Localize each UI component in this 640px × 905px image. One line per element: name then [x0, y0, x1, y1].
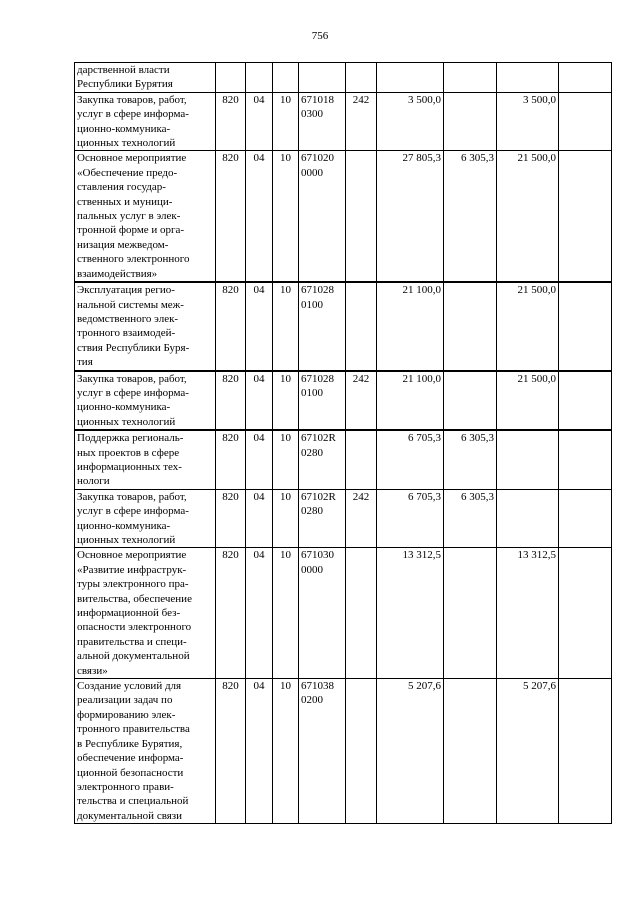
- cell-rz: 04: [246, 430, 273, 489]
- cell-vr: [346, 151, 377, 282]
- name-line: пальных услуг в элек-: [77, 210, 181, 223]
- name-line: документальной связи: [77, 809, 183, 822]
- cell-rz: 04: [246, 282, 273, 370]
- table-row: [75, 430, 612, 489]
- table-row: [75, 151, 612, 282]
- cell-total: 3 500,0: [377, 92, 444, 151]
- csr-line: 671020: [301, 152, 334, 165]
- cell-name: [75, 282, 216, 370]
- cell-csr: [299, 371, 346, 431]
- cell-vr: 242: [346, 489, 377, 548]
- name-line: информационных тех-: [77, 460, 182, 473]
- name-line: Закупка товаров, работ,: [77, 490, 187, 503]
- cell-name: [75, 548, 216, 679]
- name-line: ведомственного элек-: [77, 312, 179, 325]
- name-line: вительства, обеспечение: [77, 592, 192, 605]
- cell-pr: 10: [273, 489, 299, 548]
- csr-line: 0280: [301, 505, 323, 518]
- cell-name: [75, 92, 216, 151]
- cell-rep: 21 500,0: [497, 151, 559, 282]
- csr-line: 0000: [301, 166, 323, 179]
- cell-csr: [299, 430, 346, 489]
- cell-total: 21 100,0: [377, 371, 444, 431]
- cell-rep: 21 500,0: [497, 371, 559, 431]
- name-line: нальной системы меж-: [77, 298, 184, 311]
- csr-line: 671018: [301, 93, 334, 106]
- cell-rz: 04: [246, 92, 273, 151]
- cell-rep: [497, 489, 559, 548]
- budget-table: [74, 62, 612, 824]
- cell-rep: 5 207,6: [497, 679, 559, 824]
- cell-rz: [246, 63, 273, 93]
- csr-line: 671028: [301, 284, 334, 297]
- cell-rep: 13 312,5: [497, 548, 559, 679]
- cell-ved: 820: [216, 371, 246, 431]
- cell-empty: [559, 371, 612, 431]
- cell-csr: [299, 679, 346, 824]
- cell-name: [75, 679, 216, 824]
- cell-total: 21 100,0: [377, 282, 444, 370]
- cell-vr: [346, 679, 377, 824]
- name-line: Эксплуатация регио-: [77, 284, 175, 297]
- name-line: ственных и муници-: [77, 195, 173, 208]
- cell-vr: [346, 548, 377, 679]
- name-line: правительства и специ-: [77, 635, 187, 648]
- cell-pr: 10: [273, 430, 299, 489]
- name-line: в Республике Бурятия,: [77, 737, 183, 750]
- cell-ved: 820: [216, 430, 246, 489]
- csr-line: 0100: [301, 386, 323, 399]
- cell-empty: [559, 548, 612, 679]
- cell-rep: [497, 63, 559, 93]
- cell-empty: [559, 151, 612, 282]
- cell-pr: 10: [273, 92, 299, 151]
- name-line: тия: [77, 356, 93, 369]
- cell-pr: 10: [273, 679, 299, 824]
- cell-empty: [559, 489, 612, 548]
- cell-rep: 3 500,0: [497, 92, 559, 151]
- cell-name: [75, 430, 216, 489]
- table-body: [75, 63, 612, 824]
- csr-line: 0280: [301, 446, 323, 459]
- cell-total: 27 805,3: [377, 151, 444, 282]
- cell-fed: 6 305,3: [444, 489, 497, 548]
- cell-fed: [444, 63, 497, 93]
- cell-rz: 04: [246, 679, 273, 824]
- csr-line: 671028: [301, 372, 334, 385]
- name-line: ционной безопасности: [77, 766, 184, 779]
- name-line: ционных технологий: [77, 534, 176, 546]
- cell-pr: [273, 63, 299, 93]
- name-line: «Развитие инфраструк-: [77, 563, 187, 576]
- table-row: [75, 282, 612, 370]
- cell-total: 5 207,6: [377, 679, 444, 824]
- cell-fed: 6 305,3: [444, 430, 497, 489]
- name-line: услуг в сфере информа-: [77, 505, 189, 518]
- name-line: реализации задач по: [77, 694, 173, 707]
- name-line: взаимодействия»: [77, 267, 158, 280]
- table-row: [75, 63, 612, 93]
- cell-vr: [346, 282, 377, 370]
- name-line: Поддержка региональ-: [77, 432, 184, 445]
- name-line: ционно-коммуника-: [77, 122, 171, 135]
- table-row: [75, 679, 612, 824]
- cell-fed: [444, 282, 497, 370]
- cell-fed: [444, 92, 497, 151]
- name-line: тельства и специальной: [77, 795, 189, 808]
- cell-csr: [299, 151, 346, 282]
- cell-ved: 820: [216, 92, 246, 151]
- table-row: [75, 92, 612, 151]
- cell-empty: [559, 679, 612, 824]
- name-line: «Обеспечение предо-: [77, 166, 178, 179]
- cell-rep: 21 500,0: [497, 282, 559, 370]
- name-line: нологи: [77, 475, 110, 488]
- csr-line: 67102R: [301, 432, 336, 445]
- name-line: информационной без-: [77, 607, 181, 620]
- name-line: ционно-коммуника-: [77, 519, 171, 532]
- cell-ved: 820: [216, 151, 246, 282]
- cell-vr: [346, 430, 377, 489]
- csr-line: 671038: [301, 680, 334, 693]
- cell-ved: 820: [216, 282, 246, 370]
- cell-total: [377, 63, 444, 93]
- table-row: [75, 489, 612, 548]
- name-line: Основное мероприятие: [77, 549, 187, 562]
- cell-csr: [299, 92, 346, 151]
- cell-fed: 6 305,3: [444, 151, 497, 282]
- name-line: обеспечение информа-: [77, 752, 184, 765]
- cell-total: 6 705,3: [377, 430, 444, 489]
- cell-name: [75, 371, 216, 431]
- name-line: услуг в сфере информа-: [77, 386, 189, 399]
- name-line: электронного прави-: [77, 780, 174, 793]
- cell-ved: 820: [216, 679, 246, 824]
- cell-empty: [559, 430, 612, 489]
- name-line: ционно-коммуника-: [77, 401, 171, 414]
- name-line: услуг в сфере информа-: [77, 108, 189, 121]
- name-line: Закупка товаров, работ,: [77, 372, 187, 385]
- name-line: ставления государ-: [77, 181, 166, 194]
- table-row: [75, 548, 612, 679]
- cell-pr: 10: [273, 151, 299, 282]
- name-line: Закупка товаров, работ,: [77, 93, 187, 106]
- name-line: дарственной власти: [77, 64, 170, 76]
- cell-vr: 242: [346, 92, 377, 151]
- csr-line: 0300: [301, 108, 323, 121]
- cell-name: [75, 63, 216, 93]
- cell-fed: [444, 371, 497, 431]
- page-number: 756: [311, 30, 329, 42]
- name-line: ствия Республики Буря-: [77, 341, 190, 354]
- cell-rz: 04: [246, 489, 273, 548]
- cell-fed: [444, 548, 497, 679]
- cell-ved: [216, 63, 246, 93]
- name-line: ционных технологий: [77, 415, 176, 428]
- csr-line: 0100: [301, 298, 323, 311]
- name-line: формированию элек-: [77, 708, 176, 721]
- name-line: низация межведом-: [77, 238, 169, 251]
- name-line: Создание условий для: [77, 680, 182, 693]
- cell-vr: [346, 63, 377, 93]
- cell-pr: 10: [273, 282, 299, 370]
- cell-empty: [559, 63, 612, 93]
- cell-total: 6 705,3: [377, 489, 444, 548]
- cell-total: 13 312,5: [377, 548, 444, 679]
- cell-ved: 820: [216, 548, 246, 679]
- cell-rz: 04: [246, 371, 273, 431]
- csr-line: 0000: [301, 563, 323, 576]
- cell-empty: [559, 282, 612, 370]
- cell-name: [75, 489, 216, 548]
- name-line: тронной форме и орга-: [77, 224, 185, 237]
- cell-rz: 04: [246, 548, 273, 679]
- name-line: опасности электронного: [77, 621, 192, 634]
- cell-csr: [299, 489, 346, 548]
- csr-line: 0200: [301, 694, 323, 707]
- name-line: Основное мероприятие: [77, 152, 187, 165]
- name-line: связи»: [77, 664, 108, 677]
- table-row: [75, 371, 612, 431]
- name-line: туры электронного пра-: [77, 578, 189, 591]
- cell-csr: [299, 282, 346, 370]
- cell-name: [75, 151, 216, 282]
- cell-pr: 10: [273, 548, 299, 679]
- name-line: ционных технологий: [77, 137, 176, 150]
- cell-csr: [299, 548, 346, 679]
- name-line: ственного электронного: [77, 253, 190, 266]
- name-line: Республики Бурятия: [77, 78, 173, 91]
- name-line: альной документальной: [77, 650, 190, 663]
- cell-csr: [299, 63, 346, 93]
- cell-pr: 10: [273, 371, 299, 431]
- cell-empty: [559, 92, 612, 151]
- cell-vr: 242: [346, 371, 377, 431]
- name-line: тронного взаимодей-: [77, 327, 176, 340]
- name-line: тронного правительства: [77, 723, 190, 736]
- cell-ved: 820: [216, 489, 246, 548]
- cell-fed: [444, 679, 497, 824]
- cell-rep: [497, 430, 559, 489]
- cell-rz: 04: [246, 151, 273, 282]
- csr-line: 671030: [301, 549, 334, 562]
- name-line: ных проектов в сфере: [77, 446, 180, 459]
- csr-line: 67102R: [301, 490, 336, 503]
